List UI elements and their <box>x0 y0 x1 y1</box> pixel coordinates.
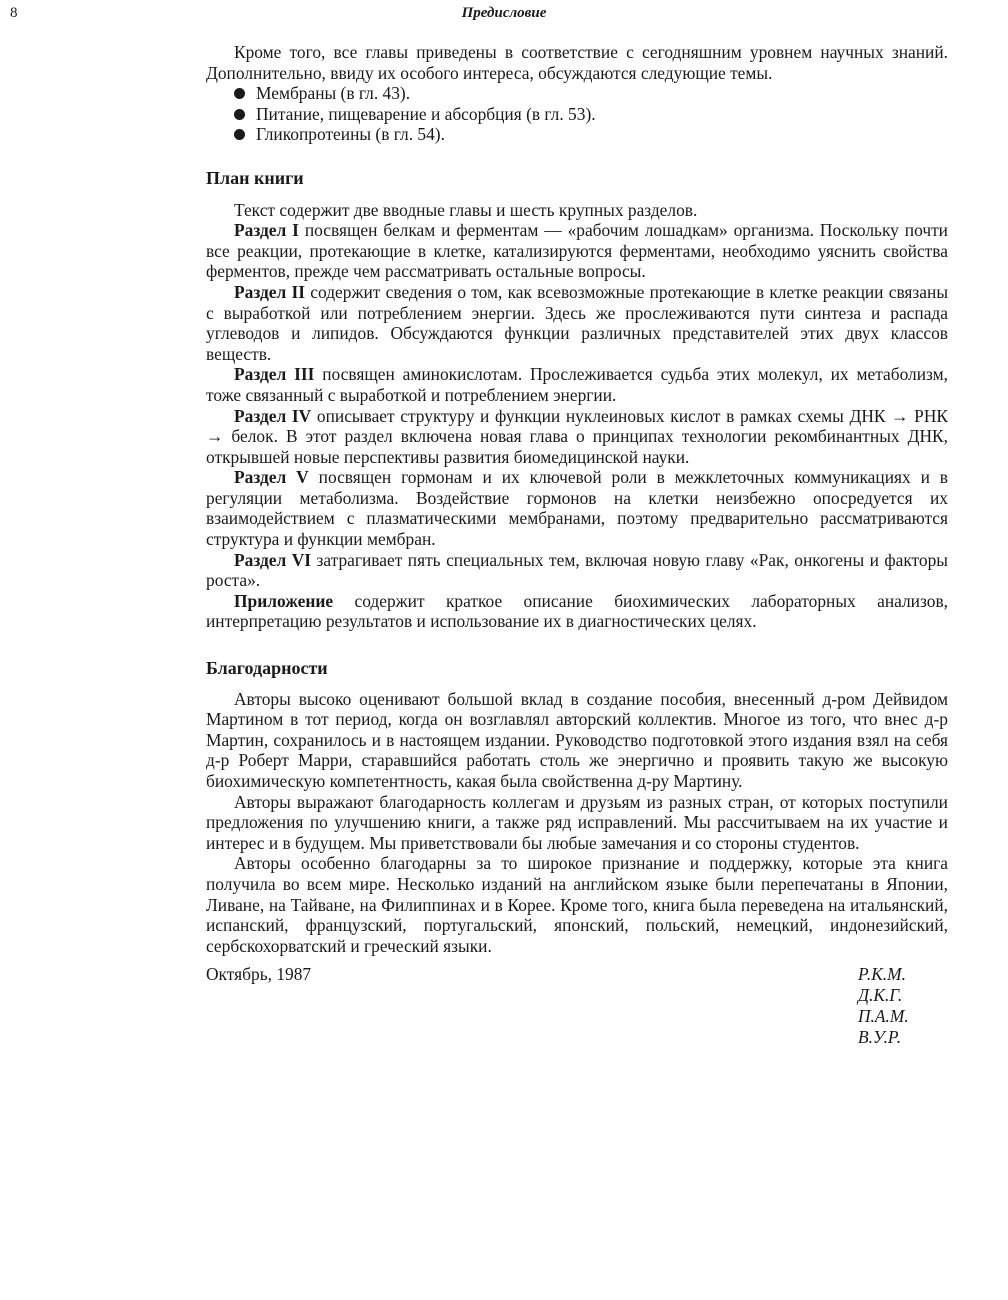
author-initials-item: П.А.М. <box>858 1006 909 1027</box>
plan-section-3: Раздел III посвящен аминокислотам. Прослеживается судьба этих молекул, их метаболизм, тоже связанный с выработкой и потреблением энергии. <box>206 364 948 405</box>
page-body <box>206 42 948 1048</box>
list-item: Питание, пищеварение и абсорбция (в гл. 53). <box>234 104 948 125</box>
list-item: Гликопротеины (в гл. 54). <box>234 124 948 145</box>
section-heading-thanks: Благодарности <box>206 658 328 679</box>
thanks-paragraph-2: Авторы выражают благодарность коллегам и друзьям из разных стран, от которых поступили предложения по улучшению книги, а также ряд исправлений. Мы рассчитываем на их участие и интерес и в будущем. Мы приветствовали бы любые замечания и со стороны студентов. <box>206 791 948 853</box>
plan-section-1: Раздел I посвящен белкам и ферментам — «рабочим лошадкам» организма. Поскольку почти все реакции, протекающие в клетке, катализируются ферментами, необходимо уяснить свойства ферментов, прежде чем рассматривать остальные вопросы. <box>206 220 948 282</box>
author-initials-item: Д.К.Г. <box>858 985 903 1006</box>
plan-lead: Текст содержит две вводные главы и шесть крупных разделов. <box>234 199 698 220</box>
running-title: Предисловие <box>461 5 547 21</box>
author-initials-item: Р.К.М. <box>858 964 906 985</box>
bullet-icon <box>234 129 245 140</box>
section-heading-plan: План книги <box>206 167 304 188</box>
list-item: Мембраны (в гл. 43). <box>234 83 948 104</box>
plan-appendix: Приложение содержит краткое описание биохимических лабораторных анализов, интерпретацию результатов и использование их в диагностических целях. <box>206 590 948 632</box>
bullet-icon <box>234 88 245 99</box>
thanks-paragraph-1: Авторы высоко оценивают большой вклад в создание пособия, внесенный д-ром Дейвидом Мартином в тот период, когда он возглавлял авторский коллектив. Многое из того, что внес д-р Мартин, сохранилось и в настоящем издании. Руководство подготовкой этого издания взял на себя д-р Роберт Марри, старавшийся работать столь же энергично и проявить такую же высокую биохимическую компетентность, какая была свойственна д-ру Мартину. <box>206 688 948 791</box>
page-number: 8 <box>10 5 18 21</box>
plan-section-4: Раздел IV описывает структуру и функции нуклеиновых кислот в рамках схемы ДНК → РНК → белок. В этот раздел включена новая глава о принципах технологии рекомбинантных ДНК, открывшей новые перспективы развития биомедицинской науки. <box>206 405 948 467</box>
plan-section-5: Раздел V посвящен гормонам и их ключевой роли в межклеточных коммуникациях и в регуляции метаболизма. Воздействие гормонов на клетки неизбежно опосредуется их взаимодействием с плазматическими мембранами, поэтому предварительно рассматриваются структура и функции мембран. <box>206 467 949 550</box>
intro-paragraph: Кроме того, все главы приведены в соответствие с сегодняшним уровнем научных знаний. Дополнительно, ввиду их особого интереса, обсуждаются следующие темы. <box>206 42 948 83</box>
author-initials-item: В.У.Р. <box>858 1027 902 1048</box>
bullet-icon <box>234 109 245 120</box>
plan-section-2: Раздел II содержит сведения о том, как всевозможные протекающие в клетке реакции связаны с выработкой или потреблением энергии. Здесь же прослеживаются пути синтеза и распада углеводов и липидов. Обсуждаются функции различных представителей этих двух классов веществ. <box>206 281 949 364</box>
plan-section-6: Раздел VI затрагивает пять специальных тем, включая новую главу «Рак, онкогены и факторы роста». <box>206 549 948 591</box>
author-initials <box>858 964 948 1048</box>
topics-list <box>206 83 948 145</box>
thanks-paragraph-3: Авторы особенно благодарны за то широкое признание и поддержку, которые эта книга получила во всем мире. Несколько изданий на английском языке были перепечатаны в Японии, Ливане, на Тайване, на Филиппинах и в Корее. Кроме того, книга была переведена на итальянский, испанский, французский, португальский, японский, польский, немецкий, индонезийский, сербскохорватский и греческий языки. <box>206 853 948 956</box>
signature-date: Октябрь, 1987 <box>206 964 312 985</box>
signature-block <box>206 964 948 1048</box>
